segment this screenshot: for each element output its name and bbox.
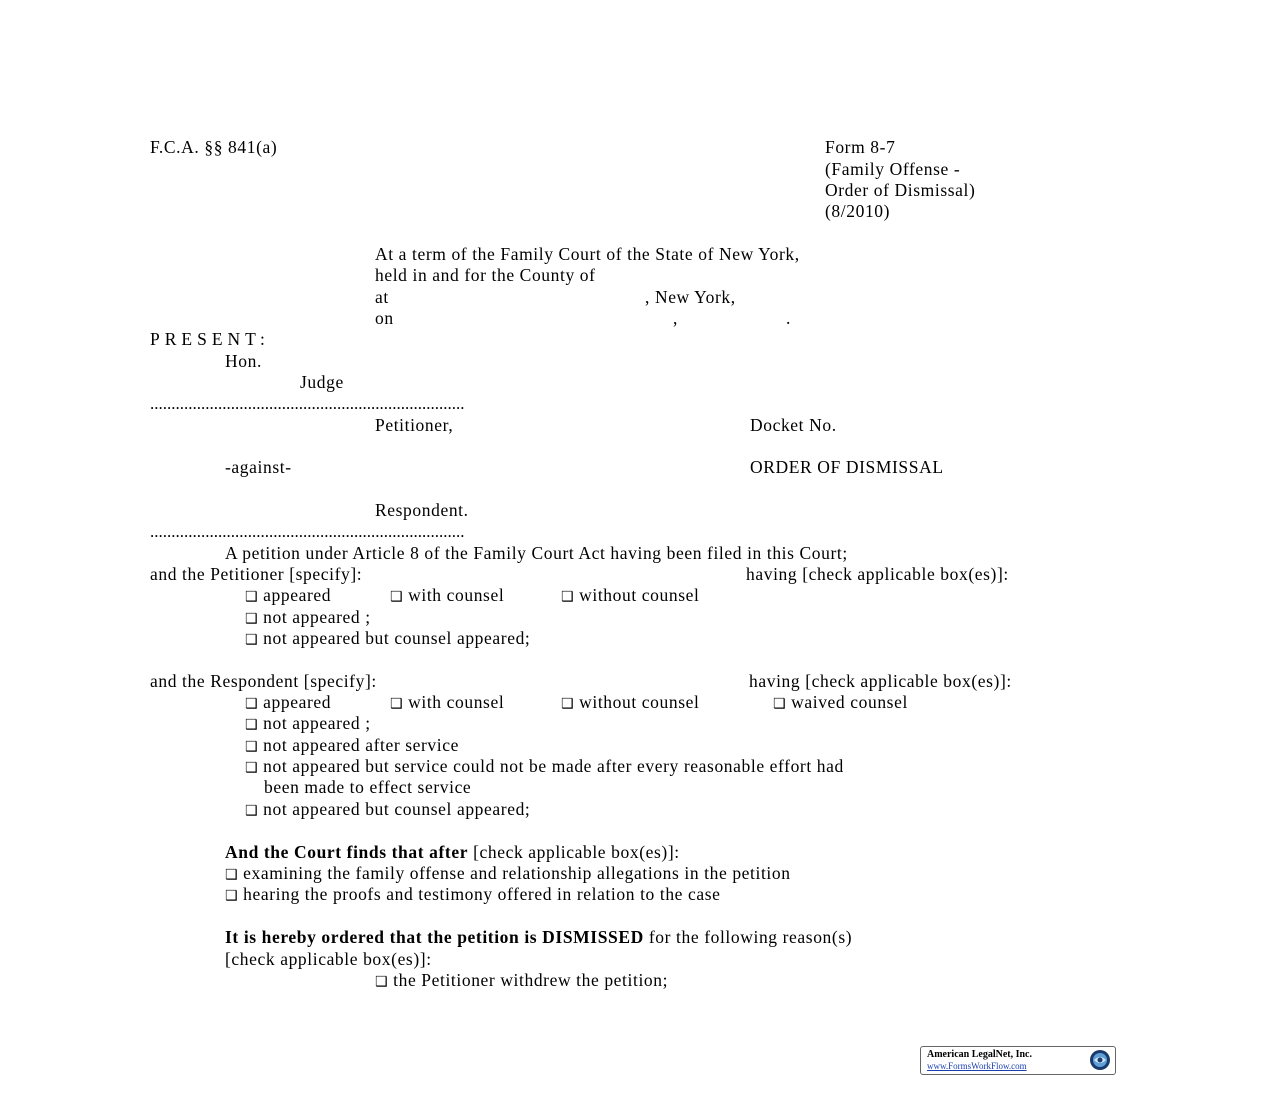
option-label: not appeared but counsel appeared; <box>263 799 531 819</box>
publisher-website-link[interactable]: www.FormsWorkFlow.com <box>927 1061 1027 1071</box>
checkbox-icon[interactable]: ❑ <box>375 974 389 990</box>
checkbox-icon[interactable]: ❑ <box>225 888 239 904</box>
date-comma: , <box>673 308 678 328</box>
option-label: examining the family offense and relationship allegations in the petition <box>243 863 791 883</box>
respondent-not-appeared-after-service-option <box>245 735 459 758</box>
petitioner-with-counsel-option <box>390 585 504 608</box>
option-label: hearing the proofs and testimony offered in relation to the case <box>243 884 721 904</box>
option-label: not appeared ; <box>263 607 371 627</box>
finding-examining-option <box>225 863 791 886</box>
respondent-no-service-option <box>245 756 844 779</box>
form-type: (Family Offense - <box>825 159 961 179</box>
location-state: , New York, <box>645 287 736 307</box>
option-label: the Petitioner withdrew the petition; <box>393 970 669 990</box>
statute-reference: F.C.A. §§ 841(a) <box>150 137 278 157</box>
option-label: without counsel <box>579 692 700 712</box>
checkbox-icon[interactable]: ❑ <box>245 760 259 776</box>
respondent-waived-counsel-option <box>773 692 908 715</box>
against-label: -against- <box>225 457 292 477</box>
location-label: at <box>375 287 389 307</box>
form-number: Form 8-7 <box>825 137 896 157</box>
option-label: with counsel <box>408 585 505 605</box>
option-label: waived counsel <box>791 692 908 712</box>
judge-label: Judge <box>300 372 344 392</box>
checkbox-icon[interactable]: ❑ <box>245 739 259 755</box>
respondent-not-appeared-option <box>245 713 371 736</box>
option-label: not appeared but service could not be made after every reasonable effort had <box>263 756 844 776</box>
checkbox-icon[interactable]: ❑ <box>390 589 404 605</box>
respondent-specify-label: and the Respondent [specify]: <box>150 671 377 691</box>
form-date: (8/2010) <box>825 201 891 221</box>
date-label: on <box>375 308 394 328</box>
checkbox-icon[interactable]: ❑ <box>245 589 259 605</box>
option-label: not appeared ; <box>263 713 371 733</box>
caption-divider-top: .......................................................................... <box>150 394 465 413</box>
petitioner-appeared-option <box>245 585 331 608</box>
checkbox-icon[interactable]: ❑ <box>225 867 239 883</box>
option-label: without counsel <box>579 585 700 605</box>
petitioner-having-label: having [check applicable box(es)]: <box>746 564 1009 584</box>
respondent-appeared-option <box>245 692 331 715</box>
checkbox-icon[interactable]: ❑ <box>773 696 787 712</box>
option-label: not appeared after service <box>263 735 459 755</box>
petitioner-not-appeared-option <box>245 607 371 630</box>
findings-heading <box>225 842 680 863</box>
checkbox-icon[interactable]: ❑ <box>245 696 259 712</box>
option-label: appeared <box>263 692 332 712</box>
order-reason-label: for the following reason(s) <box>648 927 853 947</box>
option-label: with counsel <box>408 692 505 712</box>
form-title: Order of Dismissal) <box>825 180 976 200</box>
petition-intro: A petition under Article 8 of the Family Court Act having been filed in this Court; <box>225 543 848 563</box>
hon-label: Hon. <box>225 351 262 371</box>
checkbox-icon[interactable]: ❑ <box>245 611 259 627</box>
option-label: not appeared but counsel appeared; <box>263 628 531 648</box>
checkbox-icon[interactable]: ❑ <box>561 696 575 712</box>
present-label: PRESENT: <box>150 329 270 349</box>
order-heading <box>225 927 852 948</box>
findings-instruction: [check applicable box(es)]: <box>473 842 680 862</box>
order-withdrew-option <box>375 970 668 993</box>
order-title: ORDER OF DISMISSAL <box>750 457 944 477</box>
respondent-without-counsel-option <box>561 692 699 715</box>
publisher-name: American LegalNet, Inc. <box>927 1049 1032 1060</box>
checkbox-icon[interactable]: ❑ <box>390 696 404 712</box>
county-line: held in and for the County of <box>375 265 596 285</box>
checkbox-icon[interactable]: ❑ <box>245 803 259 819</box>
respondent-with-counsel-option <box>390 692 504 715</box>
order-lead: It is hereby ordered that the petition is DISMISSED <box>225 927 644 947</box>
petitioner-specify-label: and the Petitioner [specify]: <box>150 564 363 584</box>
globe-icon <box>1089 1049 1111 1071</box>
petitioner-without-counsel-option <box>561 585 699 608</box>
option-label: appeared <box>263 585 332 605</box>
petitioner-label: Petitioner, <box>375 415 454 435</box>
respondent-not-appeared-counsel-option <box>245 799 530 822</box>
caption-divider-bottom: .......................................................................... <box>150 522 465 541</box>
checkbox-icon[interactable]: ❑ <box>245 717 259 733</box>
respondent-label: Respondent. <box>375 500 469 520</box>
petitioner-not-appeared-counsel-option <box>245 628 530 651</box>
findings-lead: And the Court finds that after <box>225 842 469 862</box>
order-instruction: [check applicable box(es)]: <box>225 949 432 969</box>
checkbox-icon[interactable]: ❑ <box>245 632 259 648</box>
docket-label: Docket No. <box>750 415 837 435</box>
checkbox-icon[interactable]: ❑ <box>561 589 575 605</box>
publisher-logo[interactable] <box>920 1046 1116 1075</box>
finding-hearing-option <box>225 884 721 907</box>
respondent-having-label: having [check applicable box(es)]: <box>749 671 1012 691</box>
court-term-line: At a term of the Family Court of the State of New York, <box>375 244 800 264</box>
date-period: . <box>786 308 791 328</box>
respondent-no-service-continuation: been made to effect service <box>264 777 472 797</box>
